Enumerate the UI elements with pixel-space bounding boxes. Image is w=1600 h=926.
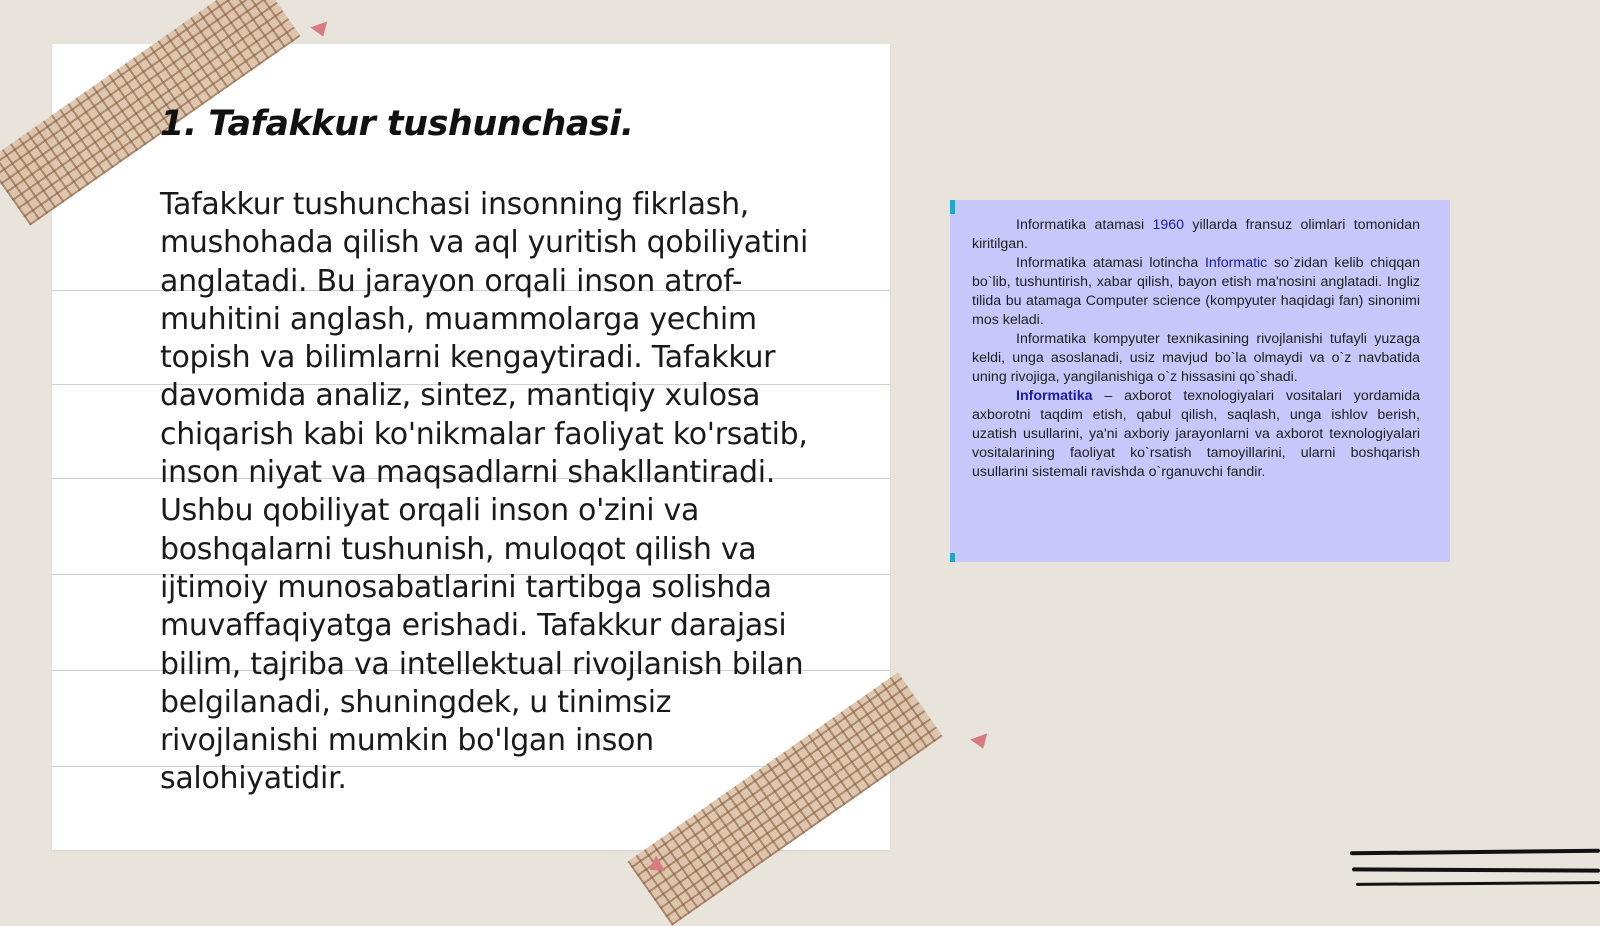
decorative-stroke: [1352, 867, 1600, 872]
text-span: Informatika atamasi: [1016, 217, 1153, 233]
definition-paragraph: [972, 254, 1420, 330]
tape-corner-decoration: [970, 733, 991, 751]
text-span: yillarda fransuz olimlari tomonidan kiritilgan.: [972, 217, 1420, 252]
text-span: Informatika atamasi lotincha: [1016, 255, 1205, 271]
definition-paragraph: [972, 387, 1420, 482]
tape-corner-decoration: [310, 21, 331, 39]
slide-title: 1. Tafakkur tushunchasi.: [160, 104, 634, 144]
decorative-stroke: [1350, 849, 1600, 856]
slide-body-text: Tafakkur tushunchasi insonning fikrlash, mushohada qilish va aql yuritish qobiliyatini anglatadi. Bu jarayon orqali inson atrof-muhitini anglash, muammolarga yechim topish va bilimlarni kengaytiradi. Tafakkur davomida analiz, sintez, mantiqiy xulosa chiqarish kabi ko'nikmalar faoliyat ko'rsatib, inson niyat va maqsadlarni shakllantiradi. Ushbu qobiliyat orqali inson o'zini va boshqalarni tushunish, muloqot qilish va ijtimoiy munosabatlarini tartibga solishda muvaffaqiyatga erishadi. Tafakkur darajasi bilim, tajriba va intellektual rivojlanish bilan belgilanadi, shuningdek, u tinimsiz rivojlanishi mumkin bo'lgan inson salohiyatidir.: [160, 187, 809, 797]
highlighted-year: 1960: [1152, 217, 1185, 233]
highlighted-term-bold: Informatika: [1016, 388, 1093, 404]
informatika-definition-box: [950, 200, 1450, 562]
decorative-stroke: [1356, 881, 1600, 886]
text-span: Informatika kompyuter texnikasining rivojlanishi tufayli yuzaga keldi, unga asoslanadi, usiz mavjud bo`la olmaydi va o`z navbatida uning rivojiga, yangilanishiga o`z hissasini qo`shadi.: [972, 331, 1420, 385]
definition-paragraph: [972, 330, 1420, 387]
definition-paragraph: [972, 216, 1420, 254]
text-span: – axborot texnologiyalari vositalari yordamida axborotni taqdim etish, qabul qilish, saqlash, unga ishlov berish, uzatish usullarini, ya'ni axboriy jarayonlarni va axborot texnologiyalari vositalarining faoliyat ko`rsatish tamoyillarini, ularni boshqarish usullarini sistemali ravishda o`rganuvchi fandir.: [972, 388, 1420, 480]
highlighted-term: Informatic: [1204, 255, 1268, 271]
text-span: so`zidan kelib chiqqan bo`lib, tushuntirish, xabar qilish, bayon etish ma'nosini anglatadi. Ingliz tilida bu atamaga Computer science (kompyuter haqidagi fan) sinonimi mos keladi.: [972, 255, 1420, 328]
